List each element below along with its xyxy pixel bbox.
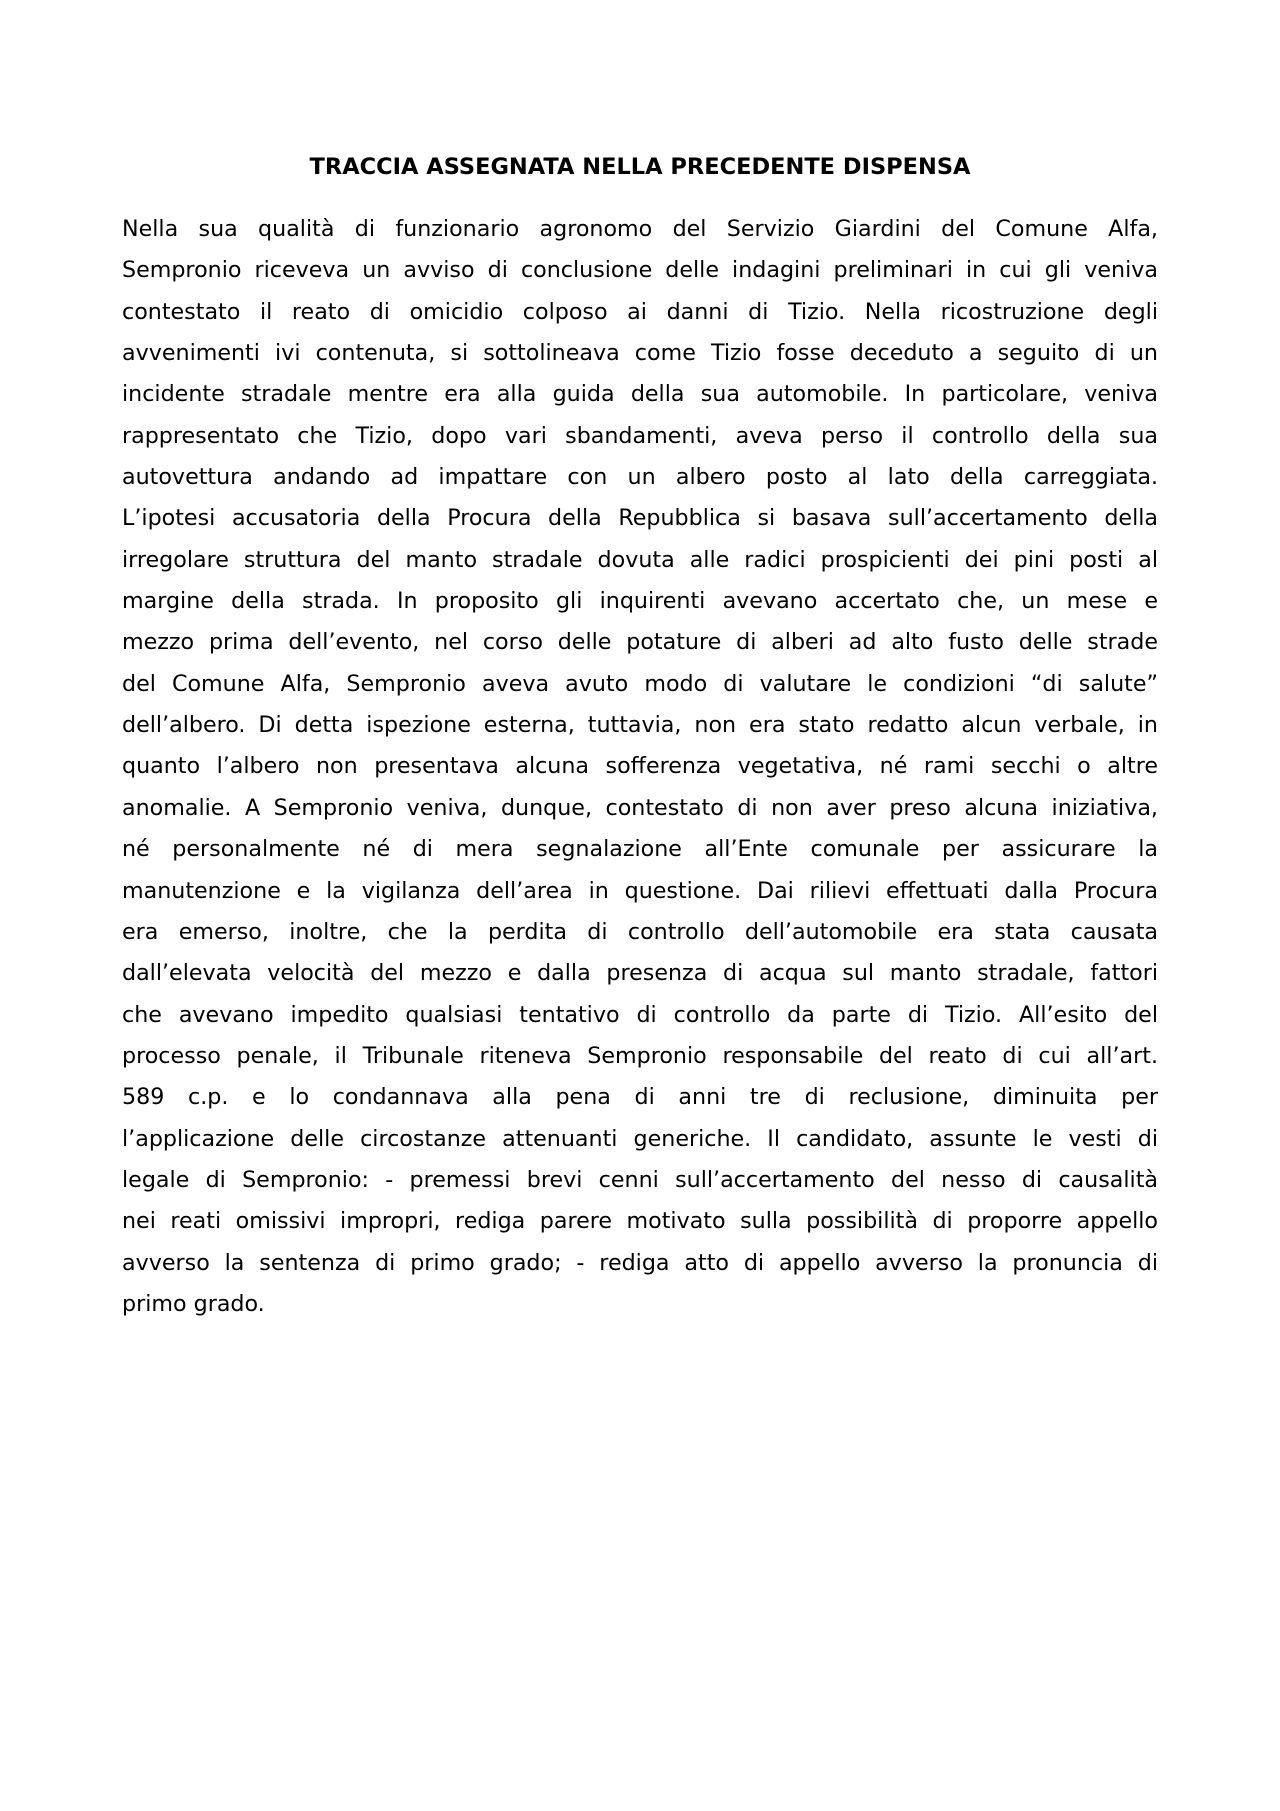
body-line: anomalie. A Sempronio veniva, dunque, contestato di non aver preso alcuna iniziativa, xyxy=(122,794,1158,821)
body-line: legale di Sempronio: - premessi brevi cenni sull’accertamento del nesso di causalità xyxy=(122,1166,1158,1193)
body-line: Sempronio riceveva un avviso di conclusione delle indagini preliminari in cui gli veniva xyxy=(122,257,1158,284)
body-line: primo grado. xyxy=(122,1290,265,1317)
body-line: manutenzione e la vigilanza dell’area in questione. Dai rilievi effettuati dalla Procura xyxy=(122,877,1158,904)
body-line: l’applicazione delle circostanze attenuanti generiche. Il candidato, assunte le vesti di xyxy=(122,1125,1158,1152)
body-line: margine della strada. In proposito gli inquirenti avevano accertato che, un mese e xyxy=(122,588,1158,615)
body-line: autovettura andando ad impattare con un albero posto al lato della carreggiata. xyxy=(122,464,1158,491)
body-line: 589 c.p. e lo condannava alla pena di anni tre di reclusione, diminuita per xyxy=(122,1084,1158,1111)
document-body xyxy=(122,209,1158,1325)
body-line: mezzo prima dell’evento, nel corso delle potature di alberi ad alto fusto delle strade xyxy=(122,629,1158,656)
body-line: dell’albero. Di detta ispezione esterna, tuttavia, non era stato redatto alcun verbale, in xyxy=(122,712,1158,739)
body-line: rappresentato che Tizio, dopo vari sbandamenti, aveva perso il controllo della sua xyxy=(122,422,1158,449)
body-line: contestato il reato di omicidio colposo ai danni di Tizio. Nella ricostruzione degli xyxy=(122,298,1158,325)
body-line: era emerso, inoltre, che la perdita di controllo dell’automobile era stata causata xyxy=(122,918,1158,945)
body-line: L’ipotesi accusatoria della Procura della Repubblica si basava sull’accertamento della xyxy=(122,505,1158,532)
body-line: irregolare struttura del manto stradale dovuta alle radici prospicienti dei pini posti al xyxy=(122,546,1158,573)
body-line: dall’elevata velocità del mezzo e dalla presenza di acqua sul manto stradale, fattori xyxy=(122,960,1158,987)
body-line: nei reati omissivi impropri, rediga parere motivato sulla possibilità di proporre appello xyxy=(122,1208,1158,1235)
body-line: Nella sua qualità di funzionario agronomo del Servizio Giardini del Comune Alfa, xyxy=(122,216,1158,242)
body-line: del Comune Alfa, Sempronio aveva avuto modo di valutare le condizioni “di salute” xyxy=(122,670,1158,697)
body-line: incidente stradale mentre era alla guida della sua automobile. In particolare, veniva xyxy=(122,381,1158,408)
body-line: quanto l’albero non presentava alcuna sofferenza vegetativa, né rami secchi o altre xyxy=(122,753,1158,780)
document-title: TRACCIA ASSEGNATA NELLA PRECEDENTE DISPENSA xyxy=(309,154,971,180)
body-line: avverso la sentenza di primo grado; - rediga atto di appello avverso la pronuncia di xyxy=(122,1249,1158,1276)
body-line: che avevano impedito qualsiasi tentativo di controllo da parte di Tizio. All’esito del xyxy=(122,1001,1158,1028)
body-line: né personalmente né di mera segnalazione all’Ente comunale per assicurare la xyxy=(122,836,1158,863)
body-line: processo penale, il Tribunale riteneva Sempronio responsabile del reato di cui all’art. xyxy=(122,1042,1158,1069)
body-line: avvenimenti ivi contenuta, si sottolineava come Tizio fosse deceduto a seguito di un xyxy=(122,340,1158,367)
